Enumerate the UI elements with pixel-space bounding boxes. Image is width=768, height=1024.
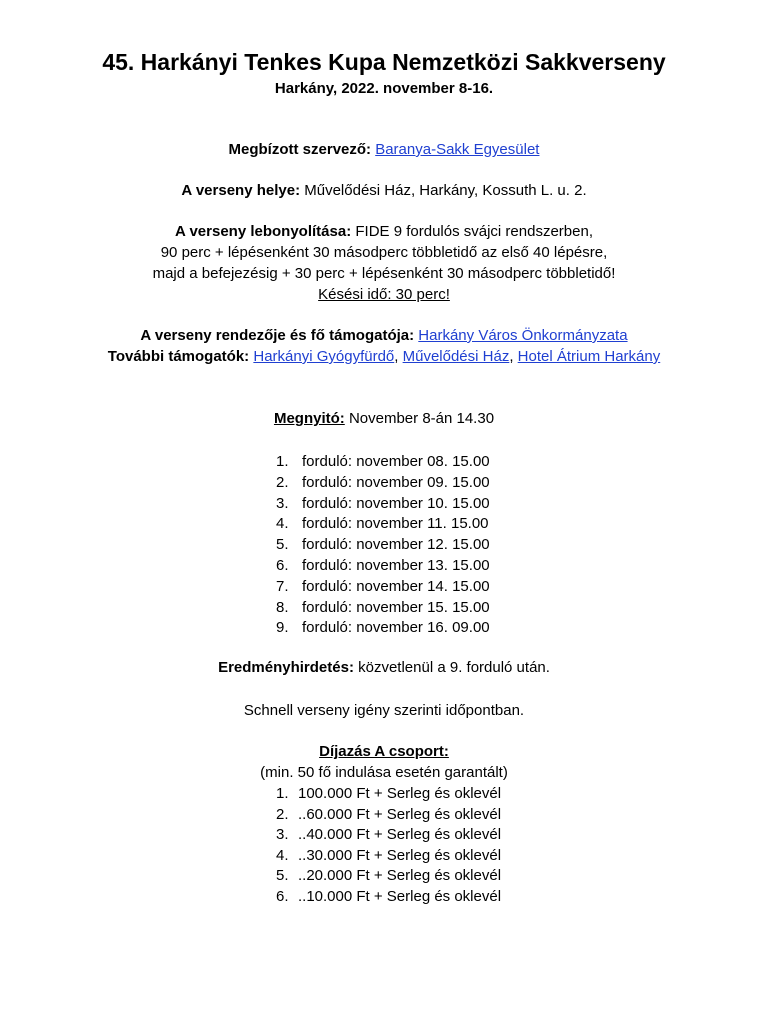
supporters-label: További támogatók: [107,348,250,365]
round-text: forduló: november 13. 15.00 [302,557,490,574]
format-line-3: majd a befejezésig + 30 perc + lépésenként 30 másodperc többletidő! [152,265,616,282]
prize-number: 6. [276,888,289,905]
prize-number: 5. [276,867,289,885]
round-text: forduló: november 15. 15.00 [302,598,490,616]
prizes-heading: Díjazás A csoport: [319,743,449,760]
prize-number: 2. [276,805,289,823]
round-number: 7. [276,577,289,595]
prize-text: 100.000 Ft + Serleg és oklevél [298,785,502,802]
results-value: közvetlenül a 9. forduló után. [358,659,550,676]
results-line [0,658,768,678]
sponsor-label: A verseny rendezője és fő támogatója: [140,327,415,344]
prize-text: ..60.000 Ft + Serleg és oklevél [298,805,502,823]
prize-text: ..40.000 Ft + Serleg és oklevél [298,826,502,844]
prizes-heading-line [0,742,768,762]
round-number: 6. [276,557,289,574]
opening-line [0,409,768,429]
supporter-link-hotel[interactable]: Hotel Átrium Harkány [517,348,661,365]
round-text: forduló: november 16. 09.00 [302,619,490,637]
prize-number: 1. [276,785,289,802]
round-item [276,598,490,618]
round-number: 9. [276,619,289,637]
prize-text: ..10.000 Ft + Serleg és oklevél [298,888,502,905]
round-number: 8. [276,598,289,616]
sponsor-line [0,326,768,346]
prize-number: 4. [276,846,289,864]
late-time-text: Késési idő: 30 perc! [318,286,450,303]
round-text: forduló: november 11. 15.00 [302,515,489,533]
supporter-link-cultural-house[interactable]: Művelődési Ház [402,348,510,365]
round-item [276,514,489,534]
prize-text: ..20.000 Ft + Serleg és oklevél [298,867,502,885]
prize-item [276,866,501,886]
round-number: 4. [276,515,289,533]
page-subtitle: Harkány, 2022. november 8-16. [274,80,494,97]
page-title: 45. Harkányi Tenkes Kupa Nemzetközi Sakkverseny [102,49,666,75]
organizer-label: Megbízott szervező: [228,141,372,158]
organizer-line [0,140,768,160]
results-label: Eredményhirdetés: [218,659,354,676]
sponsor-link[interactable]: Harkány Város Önkormányzata [418,327,628,344]
supporter-link-spa[interactable]: Harkányi Gyógyfürdő [253,348,395,365]
prizes-note: (min. 50 fő indulása esetén garantált) [260,764,508,781]
round-text: forduló: november 14. 15.00 [302,577,490,595]
round-item [276,577,490,597]
round-item [276,473,490,493]
prize-text: ..30.000 Ft + Serleg és oklevél [298,846,502,864]
venue-line [0,181,768,201]
round-text: forduló: november 10. 15.00 [302,494,490,512]
opening-label: Megnyitó: [273,410,345,427]
round-item [276,535,490,555]
round-number: 2. [276,473,289,491]
organizer-link[interactable]: Baranya-Sakk Egyesület [375,141,540,158]
supporters-separator-2: , [509,348,518,365]
round-text: forduló: november 12. 15.00 [302,536,490,554]
schnell-line: Schnell verseny igény szerinti időpontban. [243,702,525,719]
prize-item [276,846,501,866]
format-text-1: FIDE 9 fordulós svájci rendszerben, [355,223,593,240]
prize-item [276,784,501,804]
round-text: forduló: november 08. 15.00 [302,453,490,470]
round-item [276,618,490,638]
opening-value: November 8-án 14.30 [348,410,495,427]
round-item [276,556,490,576]
prize-number: 3. [276,826,289,844]
round-number: 3. [276,494,289,512]
round-number: 1. [276,453,289,470]
format-line-1 [0,222,768,242]
format-line-2: 90 perc + lépésenként 30 másodperc többletidő az első 40 lépésre, [160,244,608,261]
round-number: 5. [276,536,289,554]
supporters-separator-1: , [394,348,403,365]
late-time-line [0,285,768,305]
prize-item [276,825,501,845]
format-label: A verseny lebonyolítása: [175,223,352,240]
supporters-line [0,347,768,367]
prize-item [276,805,501,825]
venue-label: A verseny helye: [181,182,301,199]
round-item [276,494,490,514]
venue-value: Művelődési Ház, Harkány, Kossuth L. u. 2. [304,182,587,199]
round-text: forduló: november 09. 15.00 [302,473,490,491]
round-item [276,452,490,472]
prize-item [276,887,501,907]
